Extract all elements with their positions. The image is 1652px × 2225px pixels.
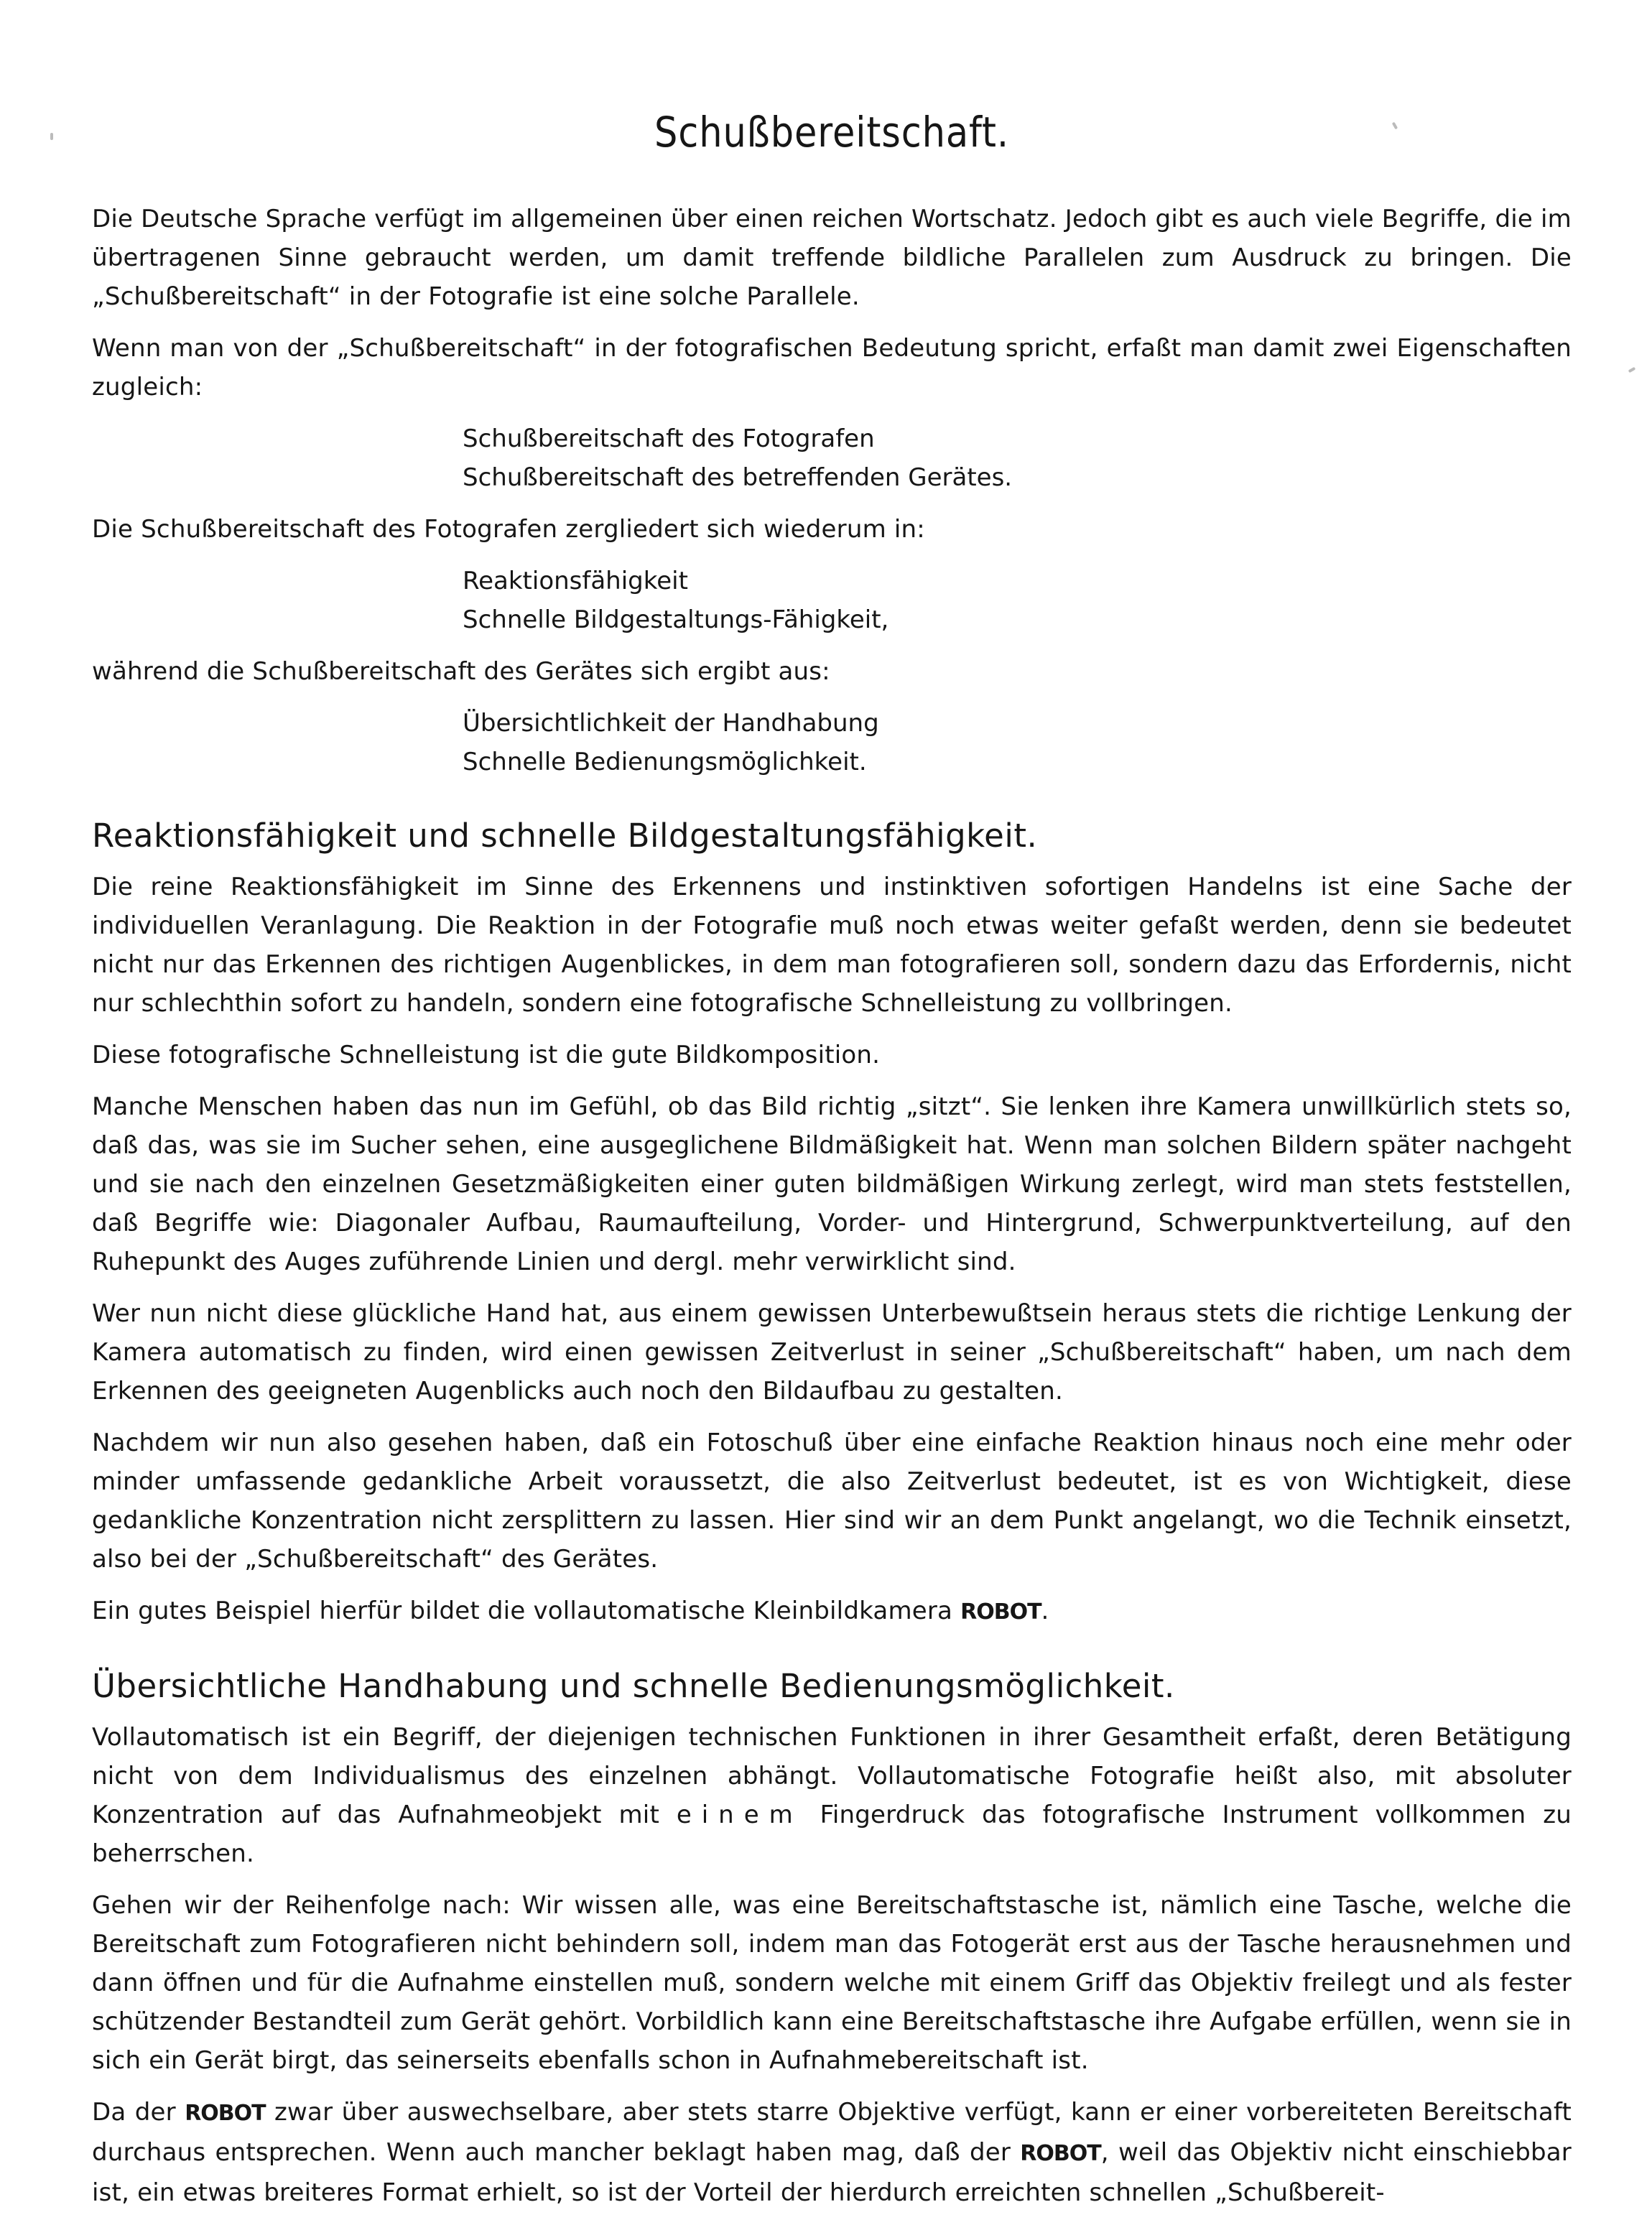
scan-speck	[50, 133, 53, 140]
text-run: zwar über auswechselbare, aber stets starre Objektive verfügt, kann er einer vorbereiteten Bereitschaft durchaus entsprechen. Wenn auch mancher beklagt haben mag, daß der	[92, 2098, 1572, 2167]
section-1-paragraph: Die reine Reaktionsfähigkeit im Sinne des Erkennens und instinktiven sofortigen Handelns ist eine Sache der individuellen Veranlagung. Die Reaktion in der Fotografie muß noch etwas weiter gefaßt werden, denn sie bedeutet nicht nur das Erkennen des richtigen Augenblickes, in dem man fotografieren soll, sondern dazu das Erfordernis, nicht nur schlechthin sofort zu handeln, sondern eine fotografische Schnelleistung zu vollbringen.	[92, 873, 1572, 1018]
list-item: Schußbereitschaft des betreffenden Gerätes.	[463, 463, 1013, 492]
list-properties	[463, 419, 1572, 497]
list-device	[463, 704, 1572, 781]
example-prefix: Ein gutes Beispiel hierfür bildet die vollautomatische Kleinbildkamera	[92, 1597, 961, 1625]
section-1-paragraph: Manche Menschen haben das nun im Gefühl, ob das Bild richtig „sitzt“. Sie lenken ihre Kamera unwillkürlich stets so, daß das, was sie im Sucher sehen, eine ausgeglichene Bildmäßigkeit hat. Wenn man solchen Bildern später nachgeht und sie nach den einzelnen Gesetzmäßigkeiten einer guten bildmäßigen Wirkung zerlegt, wird man stets feststellen, daß Begriffe wie: Diagonaler Aufbau, Raumaufteilung, Vorder- und Hintergrund, Schwerpunktverteilung, auf den Ruhepunkt des Auges zuführende Linien und dergl. mehr verwirklicht sind.	[92, 1092, 1572, 1276]
section-1-paragraph: Nachdem wir nun also gesehen haben, daß ein Fotoschuß über eine einfache Reaktion hinaus noch eine mehr oder minder umfassende gedankliche Arbeit voraussetzt, die also Zeitverlust bedeutet, ist es von Wichtigkeit, diese gedankliche Konzentration nicht zersplittern zu lassen. Hier sind wir an dem Punkt angelangt, wo die Technik einsetzt, also bei der „Schußbereitschaft“ des Gerätes.	[92, 1429, 1572, 1574]
text-run: Fingerdruck das fotografische Instrument vollkommen zu beherrschen.	[92, 1801, 1572, 1868]
section-2-heading: Übersichtliche Handhabung und schnelle Bedienungsmöglichkeit.	[92, 1667, 1175, 1705]
section-1-example	[92, 1592, 1572, 1632]
list-item: Schnelle Bedienungsmöglichkeit.	[463, 748, 867, 776]
list-item: Schnelle Bildgestaltungs-Fähigkeit,	[463, 605, 889, 634]
section-2-paragraph-2: Gehen wir der Reihenfolge nach: Wir wissen alle, was eine Bereitschaftstasche ist, nämlich eine Tasche, welche die Bereitschaft zum Fotografieren nicht behindern soll, indem man das Fotogerät erst aus der Tasche herausnehmen und dann öffnen und für die Aufnahme einstellen muß, sondern welche mit einem Griff das Objektiv freilegt und als fester schützender Bestandteil zum Gerät gehört. Vorbildlich kann eine Bereitschaftstasche ihre Aufgabe erfüllen, wenn sie in sich ein Gerät birgt, das seinerseits ebenfalls schon in Aufnahmebereitschaft ist.	[92, 1891, 1572, 2075]
section-1-heading: Reaktionsfähigkeit und schnelle Bildgestaltungsfähigkeit.	[92, 817, 1038, 855]
section-1-paragraph: Wer nun nicht diese glückliche Hand hat, aus einem gewissen Unterbewußtsein heraus stets die richtige Lenkung der Kamera automatisch zu finden, wird einen gewissen Zeitverlust in seiner „Schußbereitschaft“ haben, um nach dem Erkennen des geeigneten Augenblicks auch noch den Bildaufbau zu gestalten.	[92, 1299, 1572, 1406]
list-item: Schußbereitschaft des Fotografen	[463, 424, 875, 453]
example-suffix: .	[1041, 1597, 1049, 1625]
device-lead: während die Schußbereitschaft des Gerätes sich ergibt aus:	[92, 657, 830, 686]
text-run: , weil das Objektiv nicht einschiebbar ist, ein etwas breiteres Format erhielt, so ist der Vorteil der hierdurch erreichten schnellen „Schußbereit-	[92, 2138, 1572, 2207]
list-item: Reaktionsfähigkeit	[463, 567, 688, 595]
robot-logo: ROBOT	[960, 1599, 1041, 1625]
document-page	[92, 108, 1572, 2225]
list-item: Übersichtlichkeit der Handhabung	[463, 709, 879, 738]
robot-logo: ROBOT	[1020, 2141, 1101, 2166]
section-2-paragraph-1	[92, 1718, 1572, 1873]
list-photographer	[463, 562, 1572, 639]
intro-paragraph-1: Die Deutsche Sprache verfügt im allgemeinen über einen reichen Wortschatz. Jedoch gibt es auch viele Begriffe, die im übertragenen Sinne gebraucht werden, um damit treffende bildliche Parallelen zum Ausdruck zu bringen. Die „Schußbereitschaft“ in der Fotografie ist eine solche Parallele.	[92, 205, 1572, 311]
text-run: Vollautomatisch ist ein Begriff, der diejenigen technischen Funktionen in ihrer Gesamtheit erfaßt, deren Betätigung nicht von dem Individualismus des einzelnen abhängt. Vollautomatische Fotografie heißt also, mit absoluter Konzentration auf das Aufnahmeobjekt mit	[92, 1723, 1572, 1829]
photographer-lead: Die Schußbereitschaft des Fotografen zergliedert sich wiederum in:	[92, 515, 925, 544]
document-title: Schußbereitschaft.	[654, 108, 1009, 157]
emphasized-word: einem	[676, 1801, 803, 1829]
section-2-paragraph-3	[92, 2093, 1572, 2212]
scan-speck	[1628, 367, 1636, 373]
text-run: Da der	[92, 2098, 185, 2127]
robot-logo: ROBOT	[185, 2101, 266, 2126]
section-1-paragraph: Diese fotografische Schnelleistung ist die gute Bildkomposition.	[92, 1041, 881, 1069]
intro-paragraph-2: Wenn man von der „Schußbereitschaft“ in der fotografischen Bedeutung spricht, erfaßt man damit zwei Eigenschaften zugleich:	[92, 334, 1572, 401]
